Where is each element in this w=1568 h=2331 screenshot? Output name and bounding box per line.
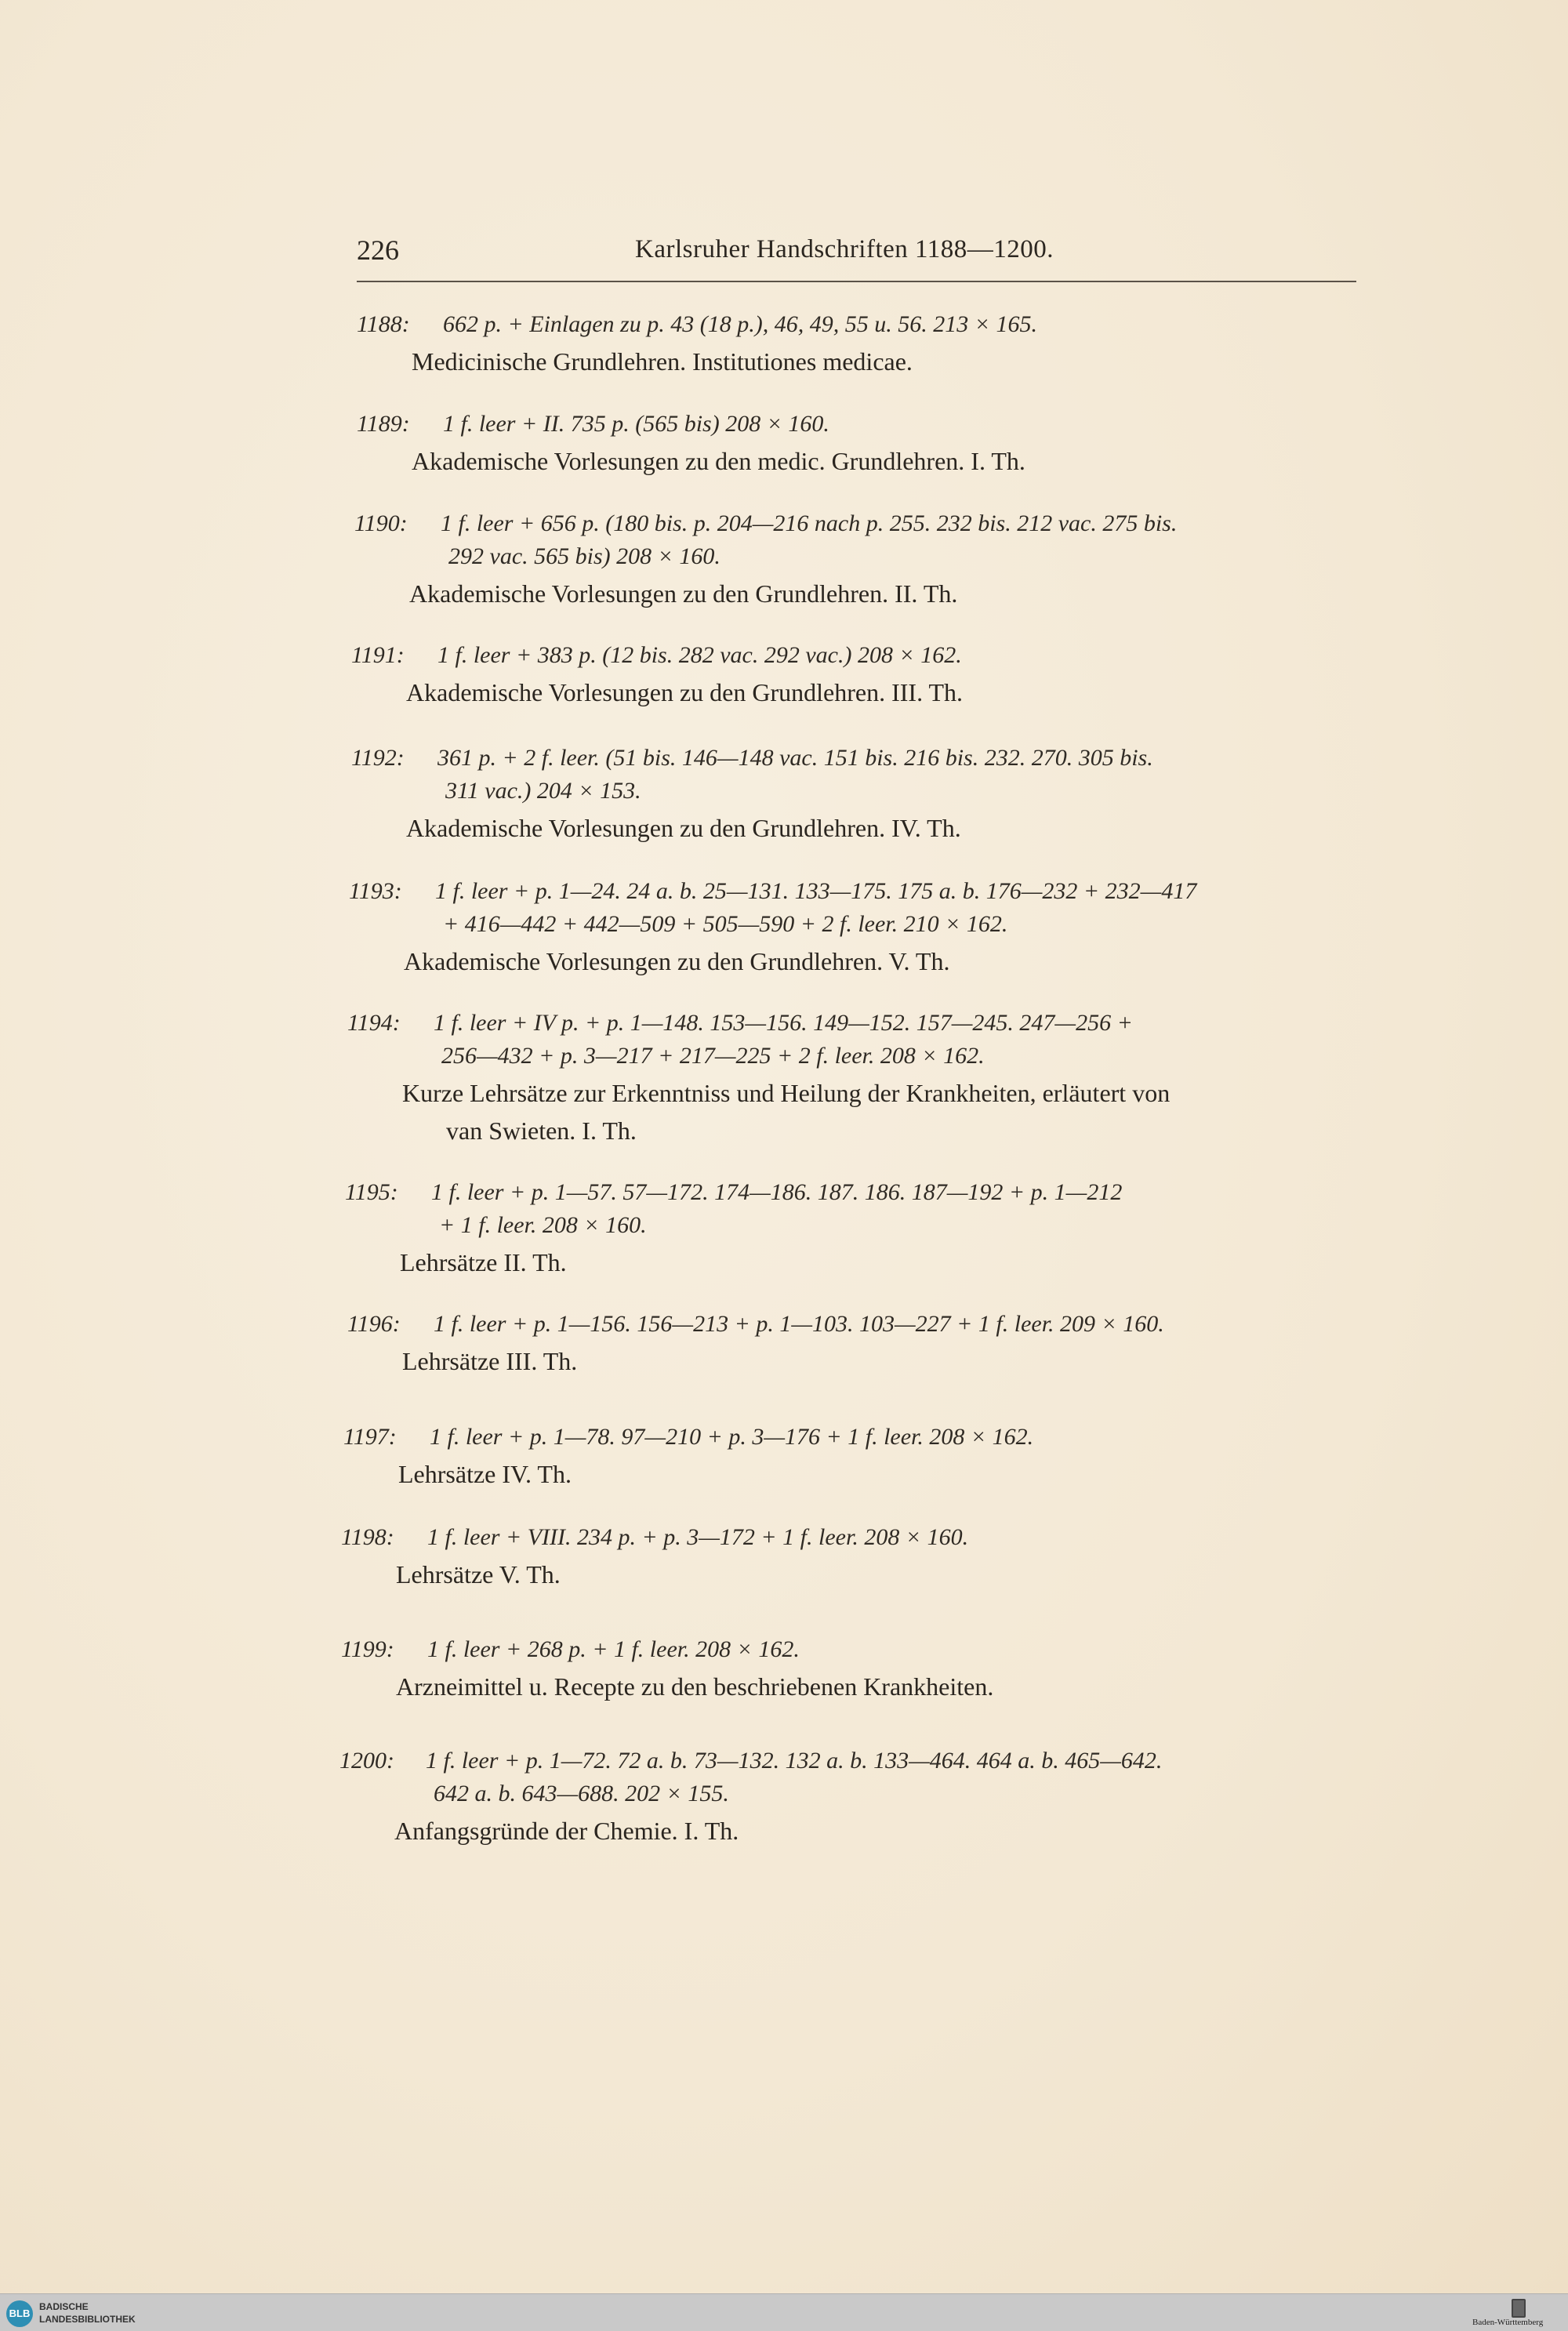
catalog-entry xyxy=(347,1308,1367,1380)
entry-description: 361 p. + 2 f. leer. (51 bis. 146—148 vac. 151 bis. 216 bis. 232. 270. 305 bis. xyxy=(437,745,1153,771)
entry-title: Lehrsätze V. Th. xyxy=(396,1560,561,1588)
entry-number: 1197: xyxy=(343,1424,397,1450)
entry-description: 1 f. leer + 656 p. (180 bis. p. 204—216 nach p. 255. 232 bis. 212 vac. 275 bis. xyxy=(441,510,1178,536)
entry-number: 1193: xyxy=(349,878,402,904)
entry-description: 1 f. leer + II. 735 p. (565 bis) 208 × 160. xyxy=(443,411,829,437)
entry-number: 1195: xyxy=(345,1179,398,1205)
catalog-entry xyxy=(341,1633,1360,1705)
catalog-entry xyxy=(351,639,1370,711)
catalog-entry xyxy=(357,308,1376,380)
catalog-entry xyxy=(354,507,1374,612)
catalog-entry xyxy=(339,1745,1359,1850)
catalog-entry xyxy=(351,742,1370,847)
entry-title: Akademische Vorlesungen zu den Grundlehren. II. Th. xyxy=(409,579,958,608)
entry-number: 1189: xyxy=(357,411,410,437)
entry-description: 1 f. leer + IV p. + p. 1—148. 153—156. 149—152. 157—245. 247—256 + xyxy=(434,1010,1133,1036)
entry-description: 1 f. leer + p. 1—57. 57—172. 174—186. 187. 186. 187—192 + p. 1—212 xyxy=(431,1179,1123,1205)
entry-number: 1199: xyxy=(341,1636,394,1662)
library-name: BADISCHE LANDESBIBLIOTHEK xyxy=(39,2301,136,2325)
entry-number: 1192: xyxy=(351,745,405,771)
entry-title: Akademische Vorlesungen zu den Grundlehren. IV. Th. xyxy=(406,814,961,842)
entry-description: 1 f. leer + 383 p. (12 bis. 282 vac. 292 vac.) 208 × 162. xyxy=(437,642,962,668)
entry-number: 1190: xyxy=(354,510,408,536)
entry-description: 1 f. leer + VIII. 234 p. + p. 3—172 + 1 f. leer. 208 × 160. xyxy=(427,1524,969,1550)
entry-number: 1196: xyxy=(347,1311,401,1337)
page-number: 226 xyxy=(357,234,399,266)
entry-title: Anfangsgründe der Chemie. I. Th. xyxy=(394,1817,739,1845)
entry-title: Medicinische Grundlehren. Institutiones medicae. xyxy=(412,347,913,376)
entry-description: 662 p. + Einlagen zu p. 43 (18 p.), 46, 49, 55 u. 56. 213 × 165. xyxy=(443,311,1037,337)
entry-number: 1194: xyxy=(347,1010,401,1036)
catalog-entry xyxy=(347,1007,1367,1149)
entry-number: 1188: xyxy=(357,311,410,337)
entry-description-continued: 256—432 + p. 3—217 + 217—225 + 2 f. leer. 208 × 162. xyxy=(441,1043,985,1069)
entry-title: Arzneimittel u. Recepte zu den beschriebenen Krankheiten. xyxy=(396,1672,994,1701)
entry-title: Lehrsätze IV. Th. xyxy=(398,1460,572,1488)
entry-description: 1 f. leer + p. 1—72. 72 a. b. 73—132. 132 a. b. 133—464. 464 a. b. 465—642. xyxy=(426,1748,1163,1774)
catalog-entry xyxy=(357,408,1376,480)
entry-title: Akademische Vorlesungen zu den Grundlehren. III. Th. xyxy=(406,678,964,706)
entry-title: Akademische Vorlesungen zu den medic. Grundlehren. I. Th. xyxy=(412,447,1025,475)
entry-description: 1 f. leer + p. 1—24. 24 a. b. 25—131. 133—175. 175 a. b. 176—232 + 232—417 xyxy=(435,878,1197,904)
entry-title: Lehrsätze II. Th. xyxy=(400,1248,567,1276)
catalog-entry xyxy=(343,1421,1363,1493)
entry-description: 1 f. leer + 268 p. + 1 f. leer. 208 × 162. xyxy=(427,1636,800,1662)
entry-title: Akademische Vorlesungen zu den Grundlehren. V. Th. xyxy=(404,947,950,975)
state-coat-of-arms-icon xyxy=(1512,2299,1526,2318)
state-label: Baden-Württemberg xyxy=(1472,2318,1544,2327)
entry-description: 1 f. leer + p. 1—78. 97—210 + p. 3—176 + 1 f. leer. 208 × 162. xyxy=(430,1424,1034,1450)
running-title: Karlsruher Handschriften 1188—1200. xyxy=(635,235,1054,263)
entry-number: 1191: xyxy=(351,642,405,668)
blb-logo-icon: BLB xyxy=(6,2300,33,2327)
library-footer-bar xyxy=(0,2293,1568,2331)
entry-description-continued: 311 vac.) 204 × 153. xyxy=(445,778,641,804)
entry-description-continued: 292 vac. 565 bis) 208 × 160. xyxy=(448,543,720,569)
entry-number: 1200: xyxy=(339,1748,394,1774)
entry-description: 1 f. leer + p. 1—156. 156—213 + p. 1—103. 103—227 + 1 f. leer. 209 × 160. xyxy=(434,1311,1164,1337)
entry-number: 1198: xyxy=(341,1524,394,1550)
entry-title: Kurze Lehrsätze zur Erkenntniss und Heilung der Krankheiten, erläutert von van Swieten. I. Th. xyxy=(402,1079,1171,1145)
page-header xyxy=(357,234,1356,282)
catalog-entry xyxy=(345,1176,1364,1281)
entry-description-continued: 642 a. b. 643—688. 202 × 155. xyxy=(434,1781,729,1806)
entry-description-continued: + 416—442 + 442—509 + 505—590 + 2 f. leer. 210 × 162. xyxy=(443,911,1008,937)
catalog-entry xyxy=(349,875,1368,980)
entry-title: Lehrsätze III. Th. xyxy=(402,1347,578,1375)
catalog-entry xyxy=(341,1521,1360,1593)
entry-description-continued: + 1 f. leer. 208 × 160. xyxy=(439,1212,647,1238)
